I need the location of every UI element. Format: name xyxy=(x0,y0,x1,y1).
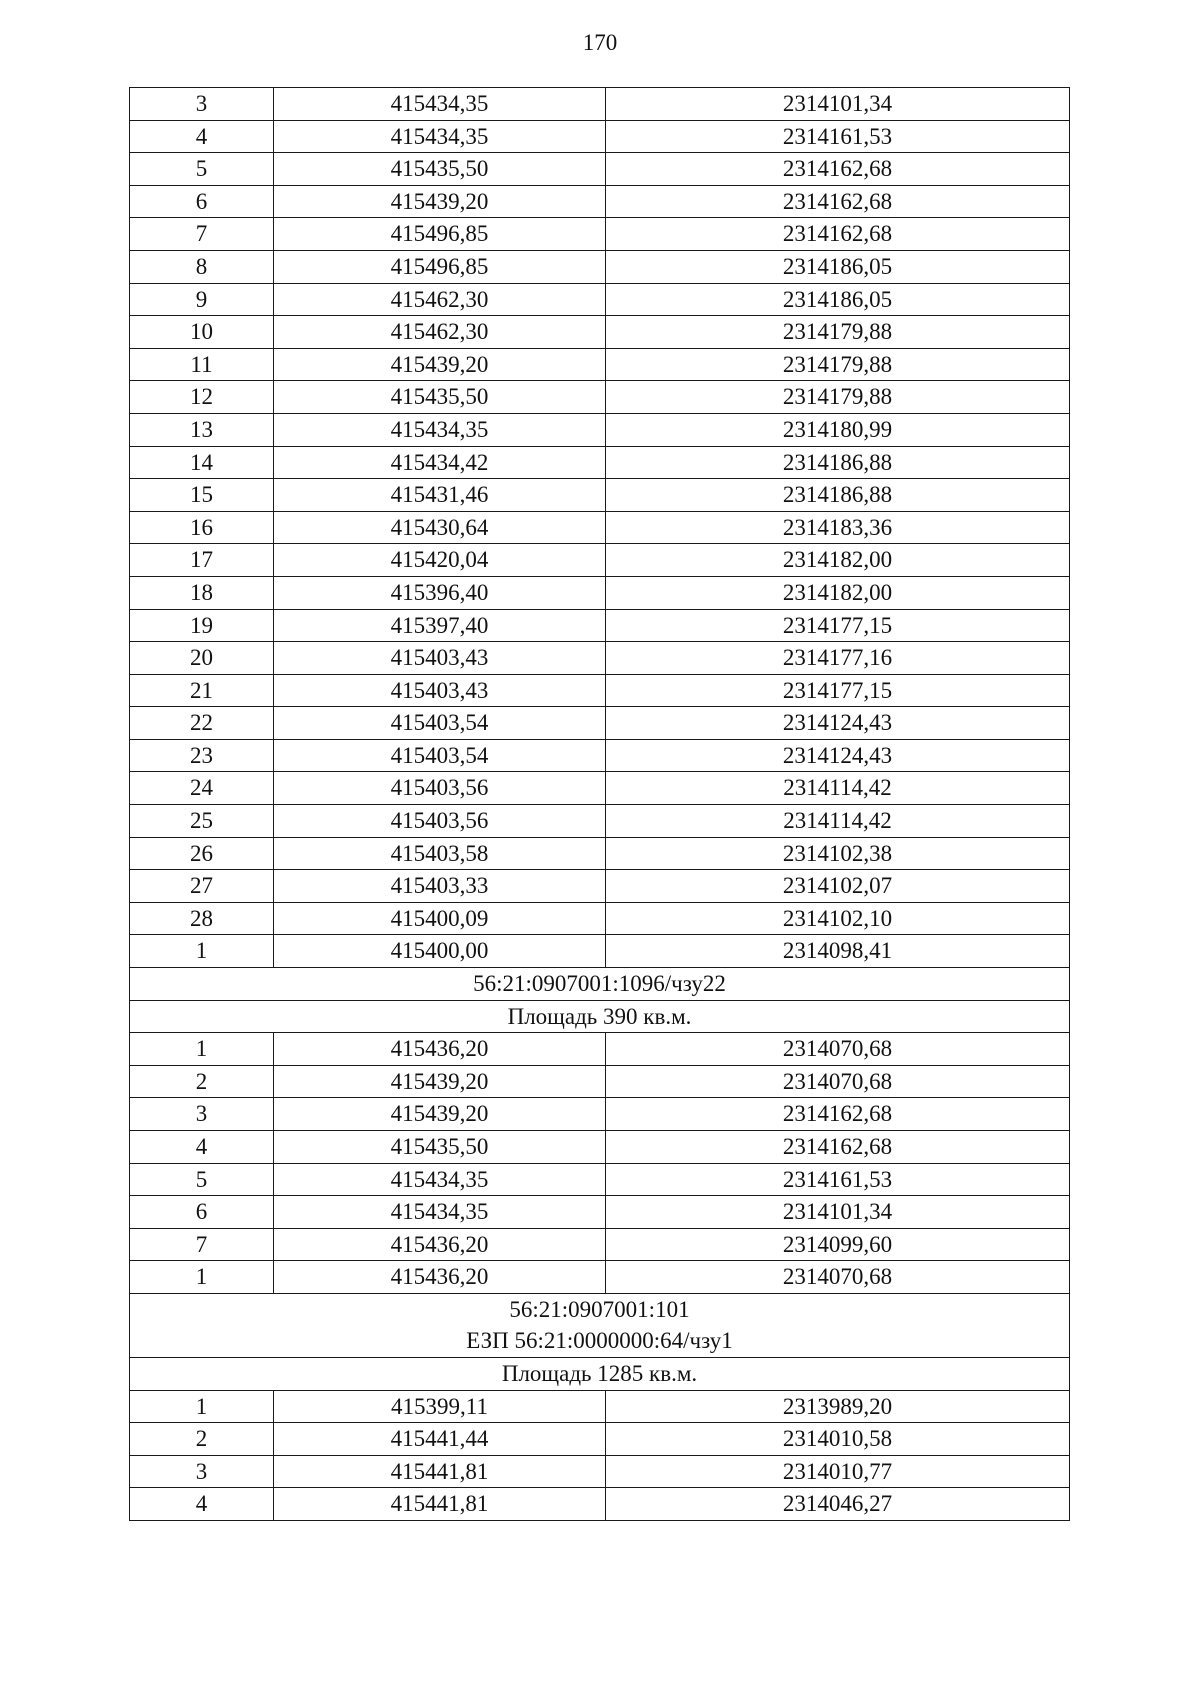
point-number-cell: 18 xyxy=(130,576,274,609)
coordinate-row xyxy=(130,1033,1070,1066)
coordinate-row xyxy=(130,1228,1070,1261)
point-number-cell: 13 xyxy=(130,413,274,446)
x-coordinate-cell: 415436,20 xyxy=(274,1228,606,1261)
y-coordinate-cell: 2314182,00 xyxy=(606,576,1070,609)
y-coordinate-cell: 2314098,41 xyxy=(606,935,1070,968)
coordinate-row xyxy=(130,1423,1070,1456)
point-number-cell: 6 xyxy=(130,1196,274,1229)
point-number-cell: 20 xyxy=(130,642,274,675)
y-coordinate-cell: 2314186,05 xyxy=(606,283,1070,316)
point-number-cell: 5 xyxy=(130,153,274,186)
y-coordinate-cell: 2314162,68 xyxy=(606,1098,1070,1131)
coordinate-row xyxy=(130,250,1070,283)
x-coordinate-cell: 415441,81 xyxy=(274,1455,606,1488)
coordinate-row xyxy=(130,674,1070,707)
y-coordinate-cell: 2314177,15 xyxy=(606,674,1070,707)
point-number-cell: 22 xyxy=(130,707,274,740)
x-coordinate-cell: 415435,50 xyxy=(274,1131,606,1164)
coordinate-row xyxy=(130,739,1070,772)
point-number-cell: 27 xyxy=(130,870,274,903)
point-number-cell: 14 xyxy=(130,446,274,479)
y-coordinate-cell: 2314180,99 xyxy=(606,413,1070,446)
coordinate-row xyxy=(130,609,1070,642)
y-coordinate-cell: 2314070,68 xyxy=(606,1033,1070,1066)
x-coordinate-cell: 415434,42 xyxy=(274,446,606,479)
x-coordinate-cell: 415403,56 xyxy=(274,772,606,805)
x-coordinate-cell: 415435,50 xyxy=(274,153,606,186)
point-number-cell: 1 xyxy=(130,1033,274,1066)
coordinate-row xyxy=(130,1261,1070,1294)
coordinate-row xyxy=(130,902,1070,935)
y-coordinate-cell: 2314101,34 xyxy=(606,1196,1070,1229)
y-coordinate-cell: 2314161,53 xyxy=(606,120,1070,153)
section-heading-text: 56:21:0907001:1096/чзу22 xyxy=(473,971,726,997)
coordinate-row xyxy=(130,935,1070,968)
point-number-cell: 9 xyxy=(130,283,274,316)
x-coordinate-cell: 415441,44 xyxy=(274,1423,606,1456)
y-coordinate-cell: 2314179,88 xyxy=(606,348,1070,381)
y-coordinate-cell: 2314161,53 xyxy=(606,1163,1070,1196)
section-heading-cell xyxy=(130,1000,1070,1033)
y-coordinate-cell: 2314162,68 xyxy=(606,185,1070,218)
coordinate-row xyxy=(130,1163,1070,1196)
point-number-cell: 4 xyxy=(130,1488,274,1521)
coordinate-row xyxy=(130,1131,1070,1164)
coordinate-row xyxy=(130,120,1070,153)
coordinate-row xyxy=(130,1455,1070,1488)
coordinate-row xyxy=(130,153,1070,186)
section-heading-text: Площадь 1285 кв.м. xyxy=(501,1361,698,1387)
page-number: 170 xyxy=(582,30,618,55)
y-coordinate-cell: 2314182,00 xyxy=(606,544,1070,577)
coordinate-row xyxy=(130,1390,1070,1423)
x-coordinate-cell: 415431,46 xyxy=(274,479,606,512)
y-coordinate-cell: 2314046,27 xyxy=(606,1488,1070,1521)
y-coordinate-cell: 2314070,68 xyxy=(606,1261,1070,1294)
point-number-cell: 8 xyxy=(130,250,274,283)
y-coordinate-cell: 2314162,68 xyxy=(606,1131,1070,1164)
section-heading-text: 56:21:0907001:101 xyxy=(509,1297,690,1323)
y-coordinate-cell: 2314101,34 xyxy=(606,88,1070,121)
point-number-cell: 1 xyxy=(130,1261,274,1294)
x-coordinate-cell: 415400,09 xyxy=(274,902,606,935)
point-number-cell: 2 xyxy=(130,1423,274,1456)
section-heading-row xyxy=(130,1000,1070,1033)
point-number-cell: 15 xyxy=(130,479,274,512)
y-coordinate-cell: 2314162,68 xyxy=(606,218,1070,251)
point-number-cell: 7 xyxy=(130,218,274,251)
point-number-cell: 1 xyxy=(130,935,274,968)
point-number-cell: 7 xyxy=(130,1228,274,1261)
y-coordinate-cell: 2314162,68 xyxy=(606,153,1070,186)
x-coordinate-cell: 415420,04 xyxy=(274,544,606,577)
section-heading-row xyxy=(130,968,1070,1001)
coordinate-row xyxy=(130,348,1070,381)
y-coordinate-cell: 2314186,05 xyxy=(606,250,1070,283)
y-coordinate-cell: 2314099,60 xyxy=(606,1228,1070,1261)
y-coordinate-cell: 2314070,68 xyxy=(606,1065,1070,1098)
y-coordinate-cell: 2314179,88 xyxy=(606,381,1070,414)
section-heading-text: ЕЗП 56:21:0000000:64/чзу1 xyxy=(466,1328,733,1354)
y-coordinate-cell: 2314010,58 xyxy=(606,1423,1070,1456)
coordinate-row xyxy=(130,870,1070,903)
point-number-cell: 5 xyxy=(130,1163,274,1196)
coordinate-row xyxy=(130,446,1070,479)
x-coordinate-cell: 415403,56 xyxy=(274,805,606,838)
coordinate-row xyxy=(130,772,1070,805)
x-coordinate-cell: 415434,35 xyxy=(274,413,606,446)
y-coordinate-cell: 2314186,88 xyxy=(606,479,1070,512)
section-heading-cell xyxy=(130,1293,1070,1357)
coordinate-row xyxy=(130,511,1070,544)
section-heading-row xyxy=(130,1293,1070,1357)
x-coordinate-cell: 415396,40 xyxy=(274,576,606,609)
coordinate-row xyxy=(130,576,1070,609)
x-coordinate-cell: 415441,81 xyxy=(274,1488,606,1521)
x-coordinate-cell: 415400,00 xyxy=(274,935,606,968)
x-coordinate-cell: 415403,43 xyxy=(274,674,606,707)
x-coordinate-cell: 415403,54 xyxy=(274,739,606,772)
point-number-cell: 24 xyxy=(130,772,274,805)
y-coordinate-cell: 2314010,77 xyxy=(606,1455,1070,1488)
x-coordinate-cell: 415434,35 xyxy=(274,1163,606,1196)
point-number-cell: 3 xyxy=(130,88,274,121)
coordinate-row xyxy=(130,805,1070,838)
coordinate-row xyxy=(130,707,1070,740)
x-coordinate-cell: 415436,20 xyxy=(274,1033,606,1066)
point-number-cell: 4 xyxy=(130,120,274,153)
coordinate-row xyxy=(130,1196,1070,1229)
y-coordinate-cell: 2314124,43 xyxy=(606,739,1070,772)
x-coordinate-cell: 415403,33 xyxy=(274,870,606,903)
coordinate-row xyxy=(130,837,1070,870)
y-coordinate-cell: 2314177,15 xyxy=(606,609,1070,642)
point-number-cell: 19 xyxy=(130,609,274,642)
x-coordinate-cell: 415397,40 xyxy=(274,609,606,642)
coordinate-row xyxy=(130,88,1070,121)
coordinate-row xyxy=(130,642,1070,675)
x-coordinate-cell: 415439,20 xyxy=(274,185,606,218)
x-coordinate-cell: 415403,58 xyxy=(274,837,606,870)
point-number-cell: 2 xyxy=(130,1065,274,1098)
x-coordinate-cell: 415439,20 xyxy=(274,1098,606,1131)
x-coordinate-cell: 415462,30 xyxy=(274,283,606,316)
x-coordinate-cell: 415399,11 xyxy=(274,1390,606,1423)
y-coordinate-cell: 2314177,16 xyxy=(606,642,1070,675)
x-coordinate-cell: 415434,35 xyxy=(274,88,606,121)
y-coordinate-cell: 2314102,07 xyxy=(606,870,1070,903)
section-heading-cell xyxy=(130,1357,1070,1390)
coordinate-row xyxy=(130,316,1070,349)
coordinate-row xyxy=(130,381,1070,414)
x-coordinate-cell: 415434,35 xyxy=(274,120,606,153)
coordinates-table-body xyxy=(130,88,1070,1521)
section-heading-row xyxy=(130,1357,1070,1390)
point-number-cell: 23 xyxy=(130,739,274,772)
x-coordinate-cell: 415430,64 xyxy=(274,511,606,544)
x-coordinate-cell: 415403,43 xyxy=(274,642,606,675)
y-coordinate-cell: 2314114,42 xyxy=(606,772,1070,805)
coordinates-table xyxy=(129,87,1070,1521)
section-heading-text: Площадь 390 кв.м. xyxy=(507,1003,692,1029)
y-coordinate-cell: 2314179,88 xyxy=(606,316,1070,349)
point-number-cell: 21 xyxy=(130,674,274,707)
x-coordinate-cell: 415435,50 xyxy=(274,381,606,414)
coordinate-row xyxy=(130,1098,1070,1131)
point-number-cell: 4 xyxy=(130,1131,274,1164)
point-number-cell: 3 xyxy=(130,1098,274,1131)
y-coordinate-cell: 2314124,43 xyxy=(606,707,1070,740)
coordinate-row xyxy=(130,185,1070,218)
x-coordinate-cell: 415496,85 xyxy=(274,250,606,283)
y-coordinate-cell: 2313989,20 xyxy=(606,1390,1070,1423)
coordinate-row xyxy=(130,413,1070,446)
x-coordinate-cell: 415439,20 xyxy=(274,348,606,381)
y-coordinate-cell: 2314183,36 xyxy=(606,511,1070,544)
point-number-cell: 11 xyxy=(130,348,274,381)
point-number-cell: 6 xyxy=(130,185,274,218)
x-coordinate-cell: 415439,20 xyxy=(274,1065,606,1098)
point-number-cell: 3 xyxy=(130,1455,274,1488)
point-number-cell: 12 xyxy=(130,381,274,414)
x-coordinate-cell: 415496,85 xyxy=(274,218,606,251)
x-coordinate-cell: 415434,35 xyxy=(274,1196,606,1229)
y-coordinate-cell: 2314186,88 xyxy=(606,446,1070,479)
point-number-cell: 25 xyxy=(130,805,274,838)
y-coordinate-cell: 2314102,38 xyxy=(606,837,1070,870)
point-number-cell: 17 xyxy=(130,544,274,577)
coordinate-row xyxy=(130,1488,1070,1521)
coordinate-row xyxy=(130,218,1070,251)
point-number-cell: 16 xyxy=(130,511,274,544)
x-coordinate-cell: 415403,54 xyxy=(274,707,606,740)
y-coordinate-cell: 2314114,42 xyxy=(606,805,1070,838)
section-heading-cell xyxy=(130,968,1070,1001)
coordinate-row xyxy=(130,544,1070,577)
point-number-cell: 26 xyxy=(130,837,274,870)
point-number-cell: 10 xyxy=(130,316,274,349)
point-number-cell: 1 xyxy=(130,1390,274,1423)
coordinate-row xyxy=(130,283,1070,316)
coordinate-row xyxy=(130,479,1070,512)
point-number-cell: 28 xyxy=(130,902,274,935)
x-coordinate-cell: 415462,30 xyxy=(274,316,606,349)
y-coordinate-cell: 2314102,10 xyxy=(606,902,1070,935)
coordinate-row xyxy=(130,1065,1070,1098)
x-coordinate-cell: 415436,20 xyxy=(274,1261,606,1294)
